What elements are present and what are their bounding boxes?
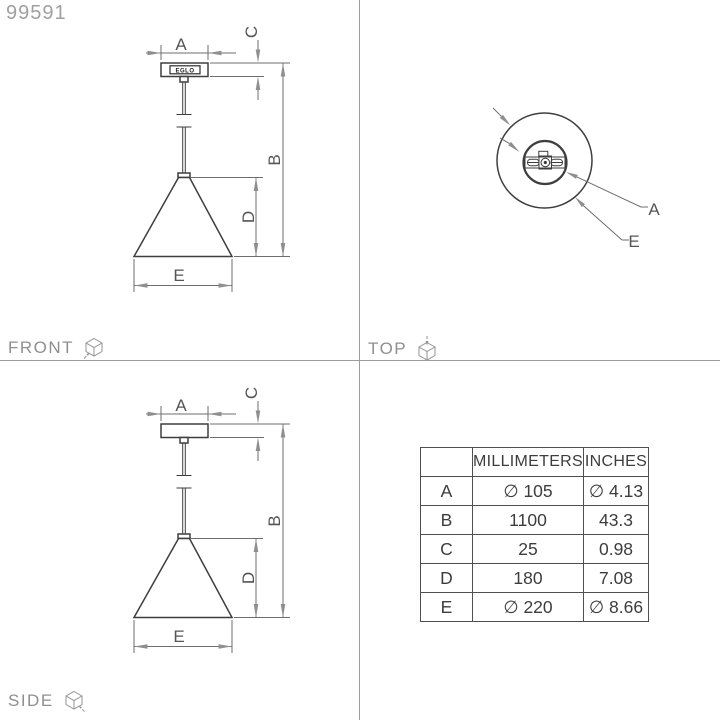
row-key: C bbox=[421, 535, 473, 564]
front-view-label-text: FRONT bbox=[8, 338, 75, 357]
row-key: B bbox=[421, 506, 473, 535]
dim-label-b: B bbox=[265, 515, 284, 527]
canopy bbox=[161, 424, 208, 438]
top-view-label-text: TOP bbox=[368, 339, 408, 358]
cord-break-ticks bbox=[177, 476, 192, 489]
dim-label-a: A bbox=[648, 200, 660, 219]
row-mm-value: ∅ 105 bbox=[473, 477, 584, 506]
table-row-a bbox=[421, 477, 649, 506]
row-in-value: ∅ 4.13 bbox=[584, 477, 649, 506]
dim-label-d: D bbox=[239, 571, 258, 585]
product-code: 99591 bbox=[6, 2, 67, 24]
row-mm-value: 25 bbox=[473, 535, 584, 564]
row-in-value: 0.98 bbox=[584, 535, 649, 564]
leader-e bbox=[575, 197, 640, 251]
table-row-c bbox=[421, 535, 649, 564]
pendant-lamp bbox=[134, 63, 232, 257]
side-view-cube-icon bbox=[63, 689, 86, 713]
side-view-drawing bbox=[0, 361, 360, 720]
front-view-drawing bbox=[0, 0, 360, 360]
row-in-value: 7.08 bbox=[584, 564, 649, 593]
table-row-b bbox=[421, 506, 649, 535]
dimension-a bbox=[146, 396, 236, 421]
front-view-cube-icon bbox=[83, 336, 106, 360]
dim-label-e: E bbox=[628, 232, 640, 251]
dim-label-a: A bbox=[175, 35, 187, 54]
canopy-badge-text: EGLO bbox=[175, 68, 195, 75]
side-view-label-text: SIDE bbox=[8, 691, 54, 710]
row-key: A bbox=[421, 477, 473, 506]
dim-label-e: E bbox=[173, 266, 185, 285]
row-mm-value: 180 bbox=[473, 564, 584, 593]
shade-cone bbox=[134, 539, 232, 618]
table-row-e bbox=[421, 593, 649, 622]
col-header-millimeters: MILLIMETERS bbox=[473, 448, 584, 477]
col-header-inches: INCHES bbox=[584, 448, 649, 477]
dim-label-a: A bbox=[175, 396, 187, 415]
front-view-label bbox=[8, 336, 106, 360]
row-mm-value: ∅ 220 bbox=[473, 593, 584, 622]
row-in-value: ∅ 8.66 bbox=[584, 593, 649, 622]
dimension-a bbox=[146, 35, 236, 60]
row-in-value: 43.3 bbox=[584, 506, 649, 535]
top-view-cube-icon bbox=[416, 336, 439, 362]
row-key: D bbox=[421, 564, 473, 593]
dim-label-c: C bbox=[242, 386, 261, 400]
cord-grip bbox=[180, 77, 188, 83]
cord-break-ticks bbox=[177, 115, 192, 128]
top-view-label bbox=[368, 336, 439, 362]
dimension-b bbox=[210, 424, 290, 618]
pendant-lamp bbox=[134, 424, 232, 618]
table-corner-cell bbox=[421, 448, 473, 477]
cord-grip bbox=[180, 438, 188, 444]
dimension-e bbox=[134, 259, 232, 292]
table-row-d bbox=[421, 564, 649, 593]
side-view-label bbox=[8, 689, 86, 713]
shade-cone bbox=[134, 178, 232, 257]
dim-label-b: B bbox=[265, 154, 284, 166]
row-mm-value: 1100 bbox=[473, 506, 584, 535]
dimension-e bbox=[134, 620, 232, 653]
dim-label-d: D bbox=[239, 210, 258, 224]
dimensions-table bbox=[420, 447, 649, 622]
dimension-b bbox=[210, 63, 290, 257]
dim-label-e: E bbox=[173, 627, 185, 646]
table-header-row bbox=[421, 448, 649, 477]
top-view-drawing bbox=[360, 0, 720, 360]
dim-label-c: C bbox=[242, 25, 261, 39]
row-key: E bbox=[421, 593, 473, 622]
